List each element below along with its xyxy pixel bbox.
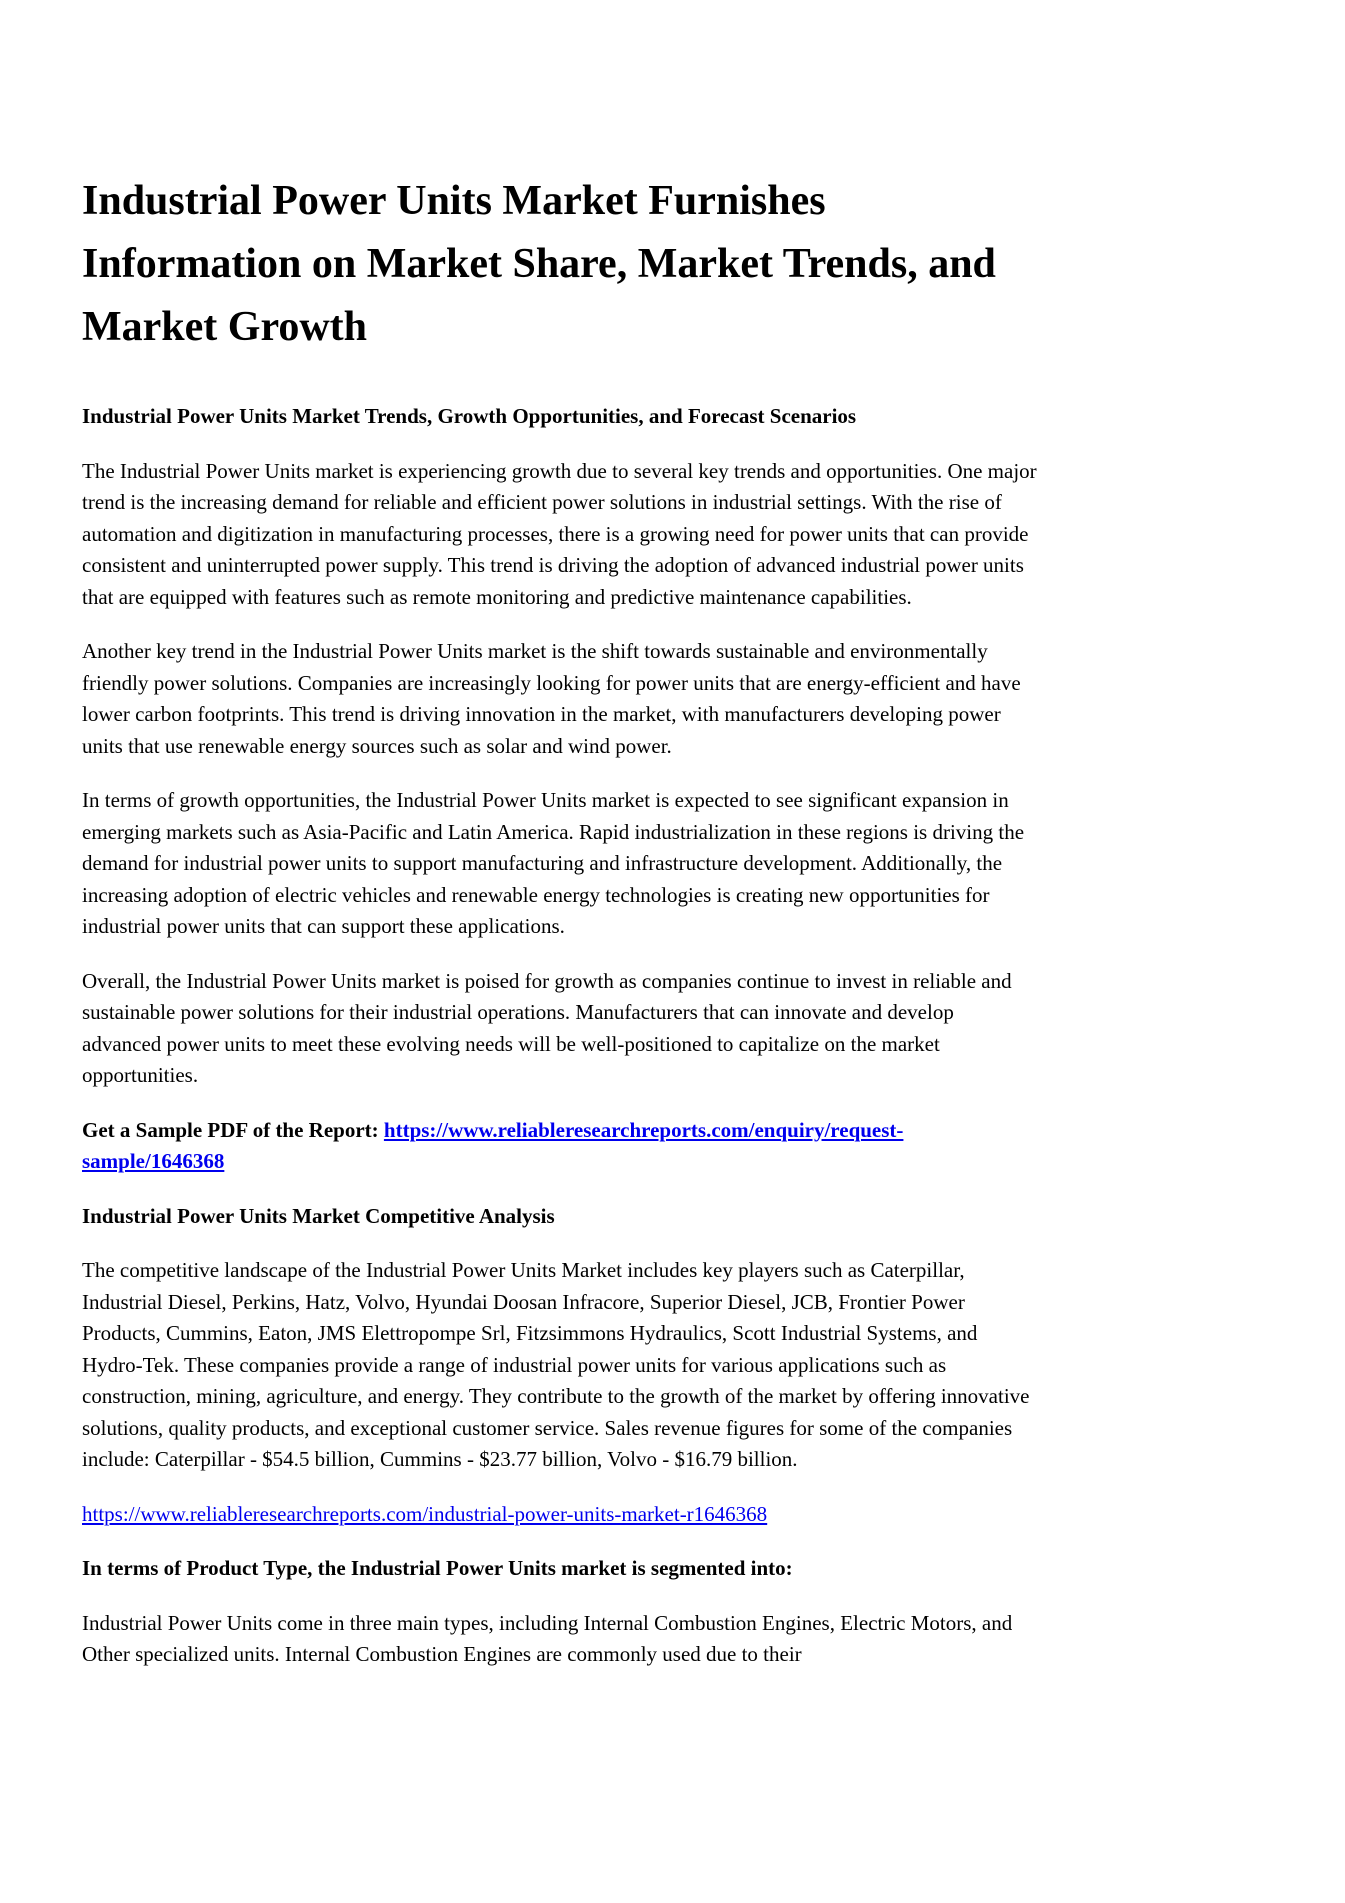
- sample-report-label: Get a Sample PDF of the Report:: [82, 1117, 379, 1142]
- sample-report-line: [82, 1115, 1037, 1178]
- paragraph-trends-1: The Industrial Power Units market is experiencing growth due to several key trends and opportunities. One major trend is the increasing demand for reliable and efficient power solutions in industrial settings. With the rise of automation and digitization in manufacturing processes, there is a growing need for power units that can provide consistent and uninterrupted power supply. This trend is driving the adoption of advanced industrial power units that are equipped with features such as remote monitoring and predictive maintenance capabilities.: [82, 458, 1037, 609]
- page-title: Industrial Power Units Market Furnishes Information on Market Share, Market Trends, and Market Growth: [82, 178, 996, 350]
- heading-product-type-segmentation: In terms of Product Type, the Industrial Power Units market is segmented into:: [82, 1556, 793, 1580]
- market-report-link[interactable]: https://www.reliableresearchreports.com/industrial-power-units-market-r1646368: [82, 1501, 768, 1526]
- paragraph-overall-outlook: Overall, the Industrial Power Units market is poised for growth as companies continue to invest in reliable and sustainable power solutions for their industrial operations. Manufacturers that can innovate and develop advanced power units to meet these evolving needs will be well-positioned to capitalize on the market opportunities.: [82, 968, 1012, 1087]
- heading-trends-forecast: Industrial Power Units Market Trends, Growth Opportunities, and Forecast Scenarios: [82, 404, 857, 428]
- paragraph-product-types: Industrial Power Units come in three main types, including Internal Combustion Engines, Electric Motors, and Other specialized units. Internal Combustion Engines are commonly used due to their: [82, 1610, 1013, 1666]
- heading-competitive-analysis: Industrial Power Units Market Competitive Analysis: [82, 1203, 555, 1228]
- market-report-line: [82, 1499, 1037, 1531]
- paragraph-trends-2: Another key trend in the Industrial Power Units market is the shift towards sustainable and environmentally friendly power solutions. Companies are increasingly looking for power units that are energy-efficient and have lower carbon footprints. This trend is driving innovation in the market, with manufacturers developing power units that use renewable energy sources such as solar and wind power.: [82, 639, 1021, 758]
- paragraph-growth-opportunities: In terms of growth opportunities, the Industrial Power Units market is expected to see significant expansion in emerging markets such as Asia-Pacific and Latin America. Rapid industrialization in these regions is driving the demand for industrial power units to support manufacturing and infrastructure development. Additionally, the increasing adoption of electric vehicles and renewable energy technologies is creating new opportunities for industrial power units that can support these applications.: [82, 788, 1025, 938]
- sample-report-link[interactable]: https://www.reliableresearchreports.com/enquiry/request-sample/1646368: [82, 1117, 904, 1173]
- article-page: [82, 0, 1037, 1671]
- paragraph-competitive-landscape: The competitive landscape of the Industrial Power Units Market includes key players such as Caterpillar, Industrial Diesel, Perkins, Hatz, Volvo, Hyundai Doosan Infracore, Superior Diesel, JCB, Frontier Power Products, Cummins, Eaton, JMS Elettropompe Srl, Fitzsimmons Hydraulics, Scott Industrial Systems, and Hydro-Tek. These companies provide a range of industrial power units for various applications such as construction, mining, agriculture, and energy. They contribute to the growth of the market by offering innovative solutions, quality products, and exceptional customer service. Sales revenue figures for some of the companies include: Caterpillar - $54.5 billion, Cummins - $23.77 billion, Volvo - $16.79 billion.: [82, 1258, 1030, 1471]
